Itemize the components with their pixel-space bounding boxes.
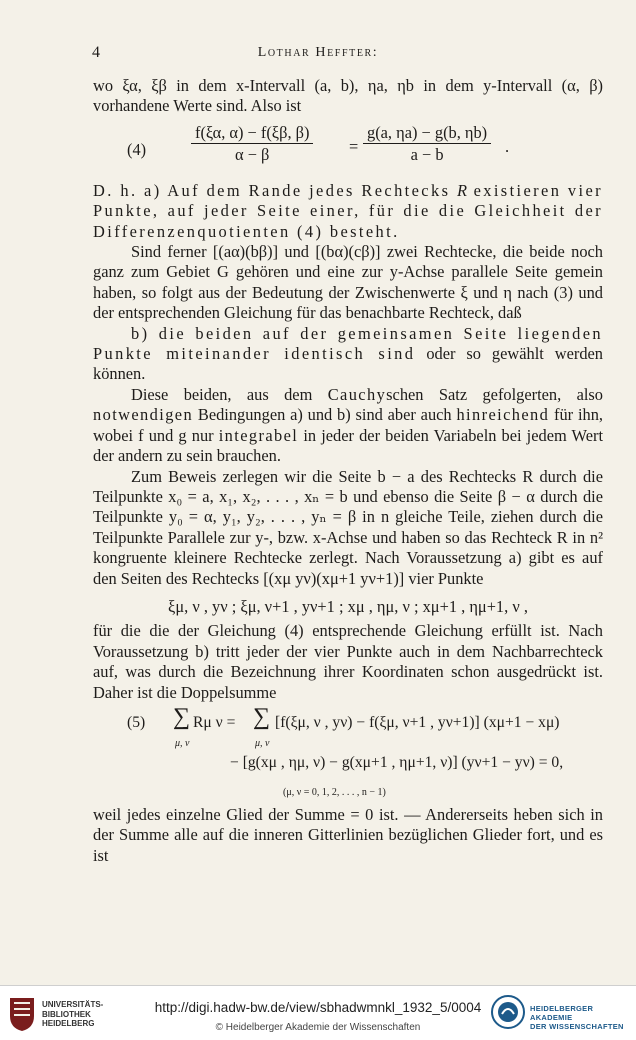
running-title: Lothar Heffter: (257, 45, 379, 60)
cauchy-notwendigen: notwendigen (93, 405, 194, 425)
cauchy-hinreichend: hinreichend (456, 405, 550, 425)
academy-logo-line: HEIDELBERGER AKADEMIE (530, 1004, 594, 1022)
permalink-url[interactable]: http://digi.hadw-bw.de/view/sbhadwmnkl_1932_5/0004 (154, 1000, 482, 1015)
equation-5-line-1: [f(ξμ, ν , yν) − f(ξμ, ν+1 , yν+1)] (xμ+1 − xμ) (275, 713, 560, 731)
cauchy-text-1: Diese beiden, aus dem (131, 384, 328, 404)
equation-5-lhs: Rμ ν = (193, 713, 236, 731)
condition-b-spaced-text: b) die beiden auf der gemeinsamen Seite liegenden Punkte miteinander identisch sind (93, 323, 603, 364)
equation-4-left-numerator: f(ξα, α) − f(ξβ, β) (191, 123, 313, 144)
equation-5-condition: (μ, ν = 0, 1, 2, . . . , n − 1) (283, 786, 386, 798)
paragraph-rectangles: Sind ferner [(aα)(bβ)] und [(bα)(cβ)] zwei Rechtecke, die beide noch ganz zum Gebiet G gehören und eine zur y-Achse parallele Seite gemein haben, so folgt aus der Bedeutung der Zwischenwerte ξ und η nach (3) und der entsprechenden Gleichung für das benachbarte Rechteck, daß (93, 242, 603, 323)
cauchy-text-4: für ihn, wobei f und g nur (93, 405, 603, 445)
equation-4-left-denominator: α − β (235, 145, 270, 165)
condition-a-rectangle-symbol: R (456, 180, 467, 200)
library-logo-line: HEIDELBERG (42, 1019, 95, 1028)
equation-4-equals: = (349, 136, 359, 156)
cauchy-integrabel: integrabel (218, 425, 299, 445)
equation-5-label: (5) (127, 713, 146, 731)
page-number: 4 (92, 44, 100, 61)
equation-4-right-fraction (363, 123, 491, 166)
paragraph-closing: weil jedes einzelne Glied der Summe = 0 ist. — Andererseits heben sich in der Summe alle auf die inneren Gitterlinien bezüglichen Glieder fort, und es ist (93, 804, 603, 865)
copyright-notice: © Heidelberger Akademie der Wissenschaften (215, 1022, 421, 1033)
paragraph-intro: wo ξα, ξβ in dem x-Intervall (a, b), ηa, ηb in dem y-Intervall (α, β) vorhandene Werte sind. Also ist (93, 76, 603, 116)
sum-symbol-right: ∑ (253, 703, 271, 730)
viewer-footer (0, 985, 636, 1040)
paragraph-condition-b (93, 324, 603, 385)
academy-seal-icon (490, 994, 526, 1030)
condition-a-text-1: D. h. a) Auf dem Rande jedes Rechtecks (93, 180, 457, 200)
library-logo-line: BIBLIOTHEK (42, 1009, 91, 1019)
sum-index-right: μ, ν (255, 737, 270, 749)
sum-symbol-left: ∑ (173, 703, 191, 730)
academy-logo[interactable] (490, 994, 632, 1034)
cauchy-text-2: schen Satz gefolgerten, also (386, 384, 603, 404)
page-header (0, 44, 636, 64)
equation-4-left-fraction (191, 123, 313, 166)
condition-a-text-2: existieren vier Punkte, auf jeder Seite einer, für die die Gleichheit der Differenzenquotienten (4) besteht. (93, 180, 603, 241)
paragraph-neighbour: für die die der Gleichung (4) entsprechende Gleichung erfüllt ist. Nach Voraussetzung b) tritt jeder der vier Punkte auch in dem Nachbarrechteck auf, was durch die Bezeichnung ihrer Koordinaten schon ausgedrückt ist. Daher ist die Doppelsumme (93, 621, 603, 702)
sum-index-left: μ, ν (175, 737, 190, 749)
paragraph-proof: Zum Beweis zerlegen wir die Seite b − a des Rechtecks R durch die Teilpunkte x₀ = a, x₁, x₂, . . . , xₙ = b und ebenso die Seite β − α durch die Teilpunkte y₀ = α, y₁, y₂, . . . , yₙ = β in n gleiche Teile, ziehen durch die Teilpunkte Parallele zur y-, bzw. x-Achse und haben so das Rechteck R in n² kongruente kleinere Rechtecke zerlegt. Nach Voraussetzung a) gibt es auf den Seiten des Rechtecks [(xμ yν)(xμ+1 yν+1)] vier Punkte (93, 466, 603, 588)
cauchy-name: Cauchy (327, 384, 387, 404)
paragraph-cauchy (93, 385, 603, 467)
paragraph-condition-a (93, 181, 603, 242)
points-line: ξμ, ν , yν ; ξμ, ν+1 , yν+1 ; xμ , ημ, ν ; xμ+1 , ημ+1, ν , (168, 596, 528, 616)
cauchy-text-5: in jeder der beiden Variabeln bei jedem Wert der andern zu sein brauchen. (93, 425, 603, 466)
equation-5-line-2: − [g(xμ , ημ, ν) − g(xμ+1 , ημ+1, ν)] (yν+1 − yν) = 0, (230, 753, 564, 771)
equation-4-right-numerator: g(a, ηa) − g(b, ηb) (363, 123, 491, 144)
equation-4 (93, 123, 603, 179)
equation-4-right-denominator: a − b (410, 145, 444, 165)
condition-b-text: oder so gewählt werden können. (93, 344, 603, 384)
equation-4-label: (4) (127, 139, 147, 159)
page-body (93, 76, 603, 866)
academy-logo-text (530, 1004, 632, 1031)
cauchy-text-3: Bedingungen a) und b) sind aber auch (193, 405, 457, 425)
equation-5 (93, 703, 603, 801)
library-logo-line: UNIVERSITÄTS- (42, 1000, 104, 1009)
academy-logo-line: DER WISSENSCHAFTEN (530, 1022, 624, 1031)
equation-4-period: . (505, 136, 510, 156)
